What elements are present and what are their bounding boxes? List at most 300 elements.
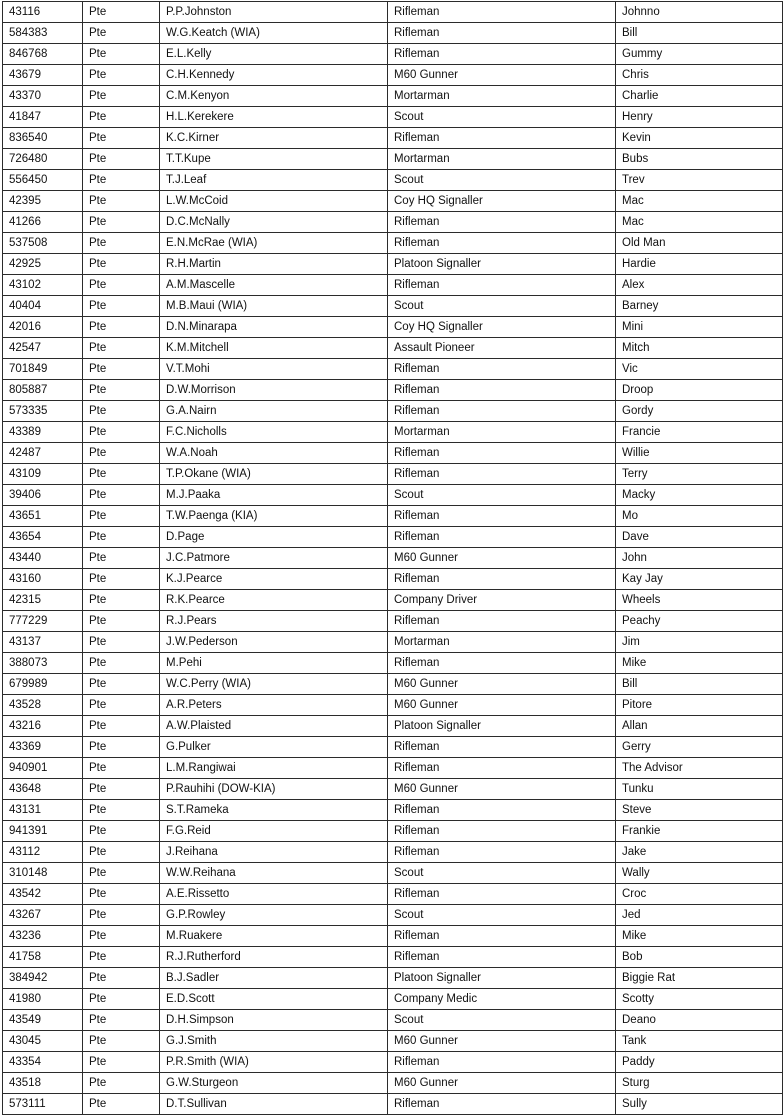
nickname-cell: Droop xyxy=(616,380,783,401)
table-row xyxy=(3,23,783,44)
role-cell: Coy HQ Signaller xyxy=(388,191,616,212)
table-row xyxy=(3,884,783,905)
nickname-cell: Steve xyxy=(616,800,783,821)
name-cell: D.H.Simpson xyxy=(160,1010,388,1031)
role-cell: Mortarman xyxy=(388,149,616,170)
nickname-cell: Mac xyxy=(616,212,783,233)
role-cell: Platoon Signaller xyxy=(388,716,616,737)
rank-cell: Pte xyxy=(83,86,160,107)
role-cell: Platoon Signaller xyxy=(388,968,616,989)
rank-cell: Pte xyxy=(83,947,160,968)
nickname-cell: Croc xyxy=(616,884,783,905)
role-cell: Scout xyxy=(388,905,616,926)
name-cell: S.T.Rameka xyxy=(160,800,388,821)
service-number-cell: 42487 xyxy=(3,443,83,464)
rank-cell: Pte xyxy=(83,338,160,359)
table-row xyxy=(3,947,783,968)
nickname-cell: Deano xyxy=(616,1010,783,1031)
table-row xyxy=(3,905,783,926)
rank-cell: Pte xyxy=(83,905,160,926)
nickname-cell: Terry xyxy=(616,464,783,485)
nickname-cell: Sturg xyxy=(616,1073,783,1094)
table-row xyxy=(3,737,783,758)
rank-cell: Pte xyxy=(83,485,160,506)
nickname-cell: Scotty xyxy=(616,989,783,1010)
role-cell: Rifleman xyxy=(388,758,616,779)
nickname-cell: Kevin xyxy=(616,128,783,149)
nickname-cell: Paddy xyxy=(616,1052,783,1073)
nickname-cell: Dave xyxy=(616,527,783,548)
name-cell: G.A.Nairn xyxy=(160,401,388,422)
rank-cell: Pte xyxy=(83,1031,160,1052)
role-cell: M60 Gunner xyxy=(388,779,616,800)
table-row xyxy=(3,1052,783,1073)
table-row xyxy=(3,254,783,275)
rank-cell: Pte xyxy=(83,401,160,422)
nickname-cell: Bill xyxy=(616,674,783,695)
role-cell: Rifleman xyxy=(388,380,616,401)
rank-cell: Pte xyxy=(83,422,160,443)
role-cell: M60 Gunner xyxy=(388,1073,616,1094)
name-cell: R.J.Pears xyxy=(160,611,388,632)
table-row xyxy=(3,716,783,737)
role-cell: Company Medic xyxy=(388,989,616,1010)
name-cell: R.K.Pearce xyxy=(160,590,388,611)
table-row xyxy=(3,1010,783,1031)
role-cell: Rifleman xyxy=(388,443,616,464)
service-number-cell: 42925 xyxy=(3,254,83,275)
table-row xyxy=(3,1031,783,1052)
table-row xyxy=(3,107,783,128)
nickname-cell: Johnno xyxy=(616,2,783,23)
nickname-cell: Bill xyxy=(616,23,783,44)
nickname-cell: Jake xyxy=(616,842,783,863)
service-number-cell: 39406 xyxy=(3,485,83,506)
nickname-cell: Henry xyxy=(616,107,783,128)
rank-cell: Pte xyxy=(83,380,160,401)
nickname-cell: Allan xyxy=(616,716,783,737)
table-row xyxy=(3,191,783,212)
service-number-cell: 43112 xyxy=(3,842,83,863)
rank-cell: Pte xyxy=(83,212,160,233)
table-row xyxy=(3,170,783,191)
service-number-cell: 43679 xyxy=(3,65,83,86)
name-cell: C.M.Kenyon xyxy=(160,86,388,107)
nickname-cell: Peachy xyxy=(616,611,783,632)
service-number-cell: 556450 xyxy=(3,170,83,191)
role-cell: Rifleman xyxy=(388,212,616,233)
role-cell: Rifleman xyxy=(388,527,616,548)
nickname-cell: Pitore xyxy=(616,695,783,716)
nickname-cell: Mike xyxy=(616,926,783,947)
role-cell: Scout xyxy=(388,107,616,128)
service-number-cell: 43267 xyxy=(3,905,83,926)
service-number-cell: 573335 xyxy=(3,401,83,422)
rank-cell: Pte xyxy=(83,884,160,905)
service-number-cell: 43549 xyxy=(3,1010,83,1031)
name-cell: P.R.Smith (WIA) xyxy=(160,1052,388,1073)
service-number-cell: 940901 xyxy=(3,758,83,779)
service-number-cell: 41980 xyxy=(3,989,83,1010)
name-cell: K.C.Kirner xyxy=(160,128,388,149)
name-cell: G.Pulker xyxy=(160,737,388,758)
name-cell: D.T.Sullivan xyxy=(160,1094,388,1115)
role-cell: M60 Gunner xyxy=(388,1031,616,1052)
name-cell: D.W.Morrison xyxy=(160,380,388,401)
table-row xyxy=(3,380,783,401)
role-cell: Rifleman xyxy=(388,2,616,23)
table-row xyxy=(3,758,783,779)
nickname-cell: Willie xyxy=(616,443,783,464)
name-cell: B.J.Sadler xyxy=(160,968,388,989)
table-row xyxy=(3,674,783,695)
table-row xyxy=(3,359,783,380)
nominal-roll-table xyxy=(2,1,783,1115)
name-cell: R.J.Rutherford xyxy=(160,947,388,968)
nickname-cell: Biggie Rat xyxy=(616,968,783,989)
service-number-cell: 701849 xyxy=(3,359,83,380)
rank-cell: Pte xyxy=(83,359,160,380)
name-cell: E.N.McRae (WIA) xyxy=(160,233,388,254)
name-cell: T.W.Paenga (KIA) xyxy=(160,506,388,527)
nickname-cell: The Advisor xyxy=(616,758,783,779)
rank-cell: Pte xyxy=(83,506,160,527)
rank-cell: Pte xyxy=(83,2,160,23)
service-number-cell: 43389 xyxy=(3,422,83,443)
table-row xyxy=(3,485,783,506)
rank-cell: Pte xyxy=(83,170,160,191)
role-cell: Rifleman xyxy=(388,842,616,863)
service-number-cell: 573111 xyxy=(3,1094,83,1115)
name-cell: A.R.Peters xyxy=(160,695,388,716)
name-cell: M.B.Maui (WIA) xyxy=(160,296,388,317)
role-cell: Rifleman xyxy=(388,821,616,842)
role-cell: Assault Pioneer xyxy=(388,338,616,359)
table-row xyxy=(3,926,783,947)
nickname-cell: Francie xyxy=(616,422,783,443)
rank-cell: Pte xyxy=(83,737,160,758)
service-number-cell: 41758 xyxy=(3,947,83,968)
table-row xyxy=(3,842,783,863)
service-number-cell: 43651 xyxy=(3,506,83,527)
service-number-cell: 40404 xyxy=(3,296,83,317)
rank-cell: Pte xyxy=(83,65,160,86)
table-row xyxy=(3,800,783,821)
table-row xyxy=(3,548,783,569)
name-cell: R.H.Martin xyxy=(160,254,388,275)
name-cell: W.W.Reihana xyxy=(160,863,388,884)
service-number-cell: 43542 xyxy=(3,884,83,905)
role-cell: Rifleman xyxy=(388,800,616,821)
name-cell: W.A.Noah xyxy=(160,443,388,464)
role-cell: Rifleman xyxy=(388,926,616,947)
service-number-cell: 42315 xyxy=(3,590,83,611)
rank-cell: Pte xyxy=(83,1052,160,1073)
name-cell: W.G.Keatch (WIA) xyxy=(160,23,388,44)
name-cell: D.N.Minarapa xyxy=(160,317,388,338)
nickname-cell: Gerry xyxy=(616,737,783,758)
table-row xyxy=(3,611,783,632)
table-row xyxy=(3,1073,783,1094)
rank-cell: Pte xyxy=(83,233,160,254)
table-row xyxy=(3,968,783,989)
table-row xyxy=(3,989,783,1010)
name-cell: J.C.Patmore xyxy=(160,548,388,569)
service-number-cell: 941391 xyxy=(3,821,83,842)
table-row xyxy=(3,590,783,611)
nickname-cell: Mitch xyxy=(616,338,783,359)
role-cell: Coy HQ Signaller xyxy=(388,317,616,338)
role-cell: Scout xyxy=(388,1010,616,1031)
service-number-cell: 41847 xyxy=(3,107,83,128)
service-number-cell: 42016 xyxy=(3,317,83,338)
name-cell: H.L.Kerekere xyxy=(160,107,388,128)
service-number-cell: 384942 xyxy=(3,968,83,989)
role-cell: Rifleman xyxy=(388,44,616,65)
service-number-cell: 43131 xyxy=(3,800,83,821)
table-row xyxy=(3,821,783,842)
service-number-cell: 43370 xyxy=(3,86,83,107)
service-number-cell: 43109 xyxy=(3,464,83,485)
nickname-cell: Trev xyxy=(616,170,783,191)
name-cell: M.Ruakere xyxy=(160,926,388,947)
nickname-cell: Hardie xyxy=(616,254,783,275)
name-cell: D.C.McNally xyxy=(160,212,388,233)
nickname-cell: Mini xyxy=(616,317,783,338)
role-cell: Company Driver xyxy=(388,590,616,611)
service-number-cell: 43102 xyxy=(3,275,83,296)
rank-cell: Pte xyxy=(83,254,160,275)
rank-cell: Pte xyxy=(83,653,160,674)
service-number-cell: 43116 xyxy=(3,2,83,23)
nickname-cell: Gummy xyxy=(616,44,783,65)
rank-cell: Pte xyxy=(83,548,160,569)
rank-cell: Pte xyxy=(83,926,160,947)
table-row xyxy=(3,149,783,170)
table-row xyxy=(3,1094,783,1115)
role-cell: Rifleman xyxy=(388,884,616,905)
rank-cell: Pte xyxy=(83,443,160,464)
rank-cell: Pte xyxy=(83,1073,160,1094)
nickname-cell: Mac xyxy=(616,191,783,212)
service-number-cell: 43216 xyxy=(3,716,83,737)
rank-cell: Pte xyxy=(83,464,160,485)
service-number-cell: 679989 xyxy=(3,674,83,695)
role-cell: Rifleman xyxy=(388,653,616,674)
nickname-cell: Chris xyxy=(616,65,783,86)
table-row xyxy=(3,317,783,338)
rank-cell: Pte xyxy=(83,800,160,821)
rank-cell: Pte xyxy=(83,632,160,653)
service-number-cell: 43236 xyxy=(3,926,83,947)
service-number-cell: 805887 xyxy=(3,380,83,401)
nickname-cell: Wheels xyxy=(616,590,783,611)
name-cell: T.P.Okane (WIA) xyxy=(160,464,388,485)
service-number-cell: 43518 xyxy=(3,1073,83,1094)
name-cell: T.T.Kupe xyxy=(160,149,388,170)
table-row xyxy=(3,275,783,296)
name-cell: P.P.Johnston xyxy=(160,2,388,23)
table-row xyxy=(3,527,783,548)
role-cell: Scout xyxy=(388,170,616,191)
rank-cell: Pte xyxy=(83,1010,160,1031)
table-row xyxy=(3,65,783,86)
rank-cell: Pte xyxy=(83,527,160,548)
service-number-cell: 777229 xyxy=(3,611,83,632)
rank-cell: Pte xyxy=(83,1094,160,1115)
role-cell: Mortarman xyxy=(388,86,616,107)
rank-cell: Pte xyxy=(83,989,160,1010)
nominal-roll-body xyxy=(3,2,783,1115)
name-cell: K.J.Pearce xyxy=(160,569,388,590)
name-cell: M.J.Paaka xyxy=(160,485,388,506)
name-cell: G.W.Sturgeon xyxy=(160,1073,388,1094)
name-cell: L.M.Rangiwai xyxy=(160,758,388,779)
service-number-cell: 43354 xyxy=(3,1052,83,1073)
role-cell: Rifleman xyxy=(388,23,616,44)
role-cell: Rifleman xyxy=(388,737,616,758)
table-row xyxy=(3,128,783,149)
rank-cell: Pte xyxy=(83,611,160,632)
rank-cell: Pte xyxy=(83,590,160,611)
role-cell: Rifleman xyxy=(388,506,616,527)
name-cell: V.T.Mohi xyxy=(160,359,388,380)
table-row xyxy=(3,44,783,65)
role-cell: Rifleman xyxy=(388,569,616,590)
name-cell: G.J.Smith xyxy=(160,1031,388,1052)
nickname-cell: Frankie xyxy=(616,821,783,842)
role-cell: Rifleman xyxy=(388,359,616,380)
name-cell: T.J.Leaf xyxy=(160,170,388,191)
service-number-cell: 43440 xyxy=(3,548,83,569)
nickname-cell: Bob xyxy=(616,947,783,968)
role-cell: Rifleman xyxy=(388,1052,616,1073)
rank-cell: Pte xyxy=(83,758,160,779)
service-number-cell: 584383 xyxy=(3,23,83,44)
rank-cell: Pte xyxy=(83,296,160,317)
rank-cell: Pte xyxy=(83,317,160,338)
nickname-cell: Tunku xyxy=(616,779,783,800)
name-cell: G.P.Rowley xyxy=(160,905,388,926)
role-cell: Scout xyxy=(388,296,616,317)
service-number-cell: 43528 xyxy=(3,695,83,716)
service-number-cell: 43369 xyxy=(3,737,83,758)
role-cell: Rifleman xyxy=(388,233,616,254)
name-cell: W.C.Perry (WIA) xyxy=(160,674,388,695)
nickname-cell: Alex xyxy=(616,275,783,296)
table-row xyxy=(3,338,783,359)
service-number-cell: 846768 xyxy=(3,44,83,65)
name-cell: E.D.Scott xyxy=(160,989,388,1010)
name-cell: J.W.Pederson xyxy=(160,632,388,653)
rank-cell: Pte xyxy=(83,44,160,65)
name-cell: A.M.Mascelle xyxy=(160,275,388,296)
service-number-cell: 42547 xyxy=(3,338,83,359)
role-cell: Scout xyxy=(388,863,616,884)
name-cell: C.H.Kennedy xyxy=(160,65,388,86)
name-cell: K.M.Mitchell xyxy=(160,338,388,359)
nickname-cell: Kay Jay xyxy=(616,569,783,590)
nickname-cell: Bubs xyxy=(616,149,783,170)
table-row xyxy=(3,695,783,716)
role-cell: Rifleman xyxy=(388,275,616,296)
service-number-cell: 388073 xyxy=(3,653,83,674)
rank-cell: Pte xyxy=(83,107,160,128)
service-number-cell: 310148 xyxy=(3,863,83,884)
table-row xyxy=(3,863,783,884)
service-number-cell: 836540 xyxy=(3,128,83,149)
name-cell: F.G.Reid xyxy=(160,821,388,842)
table-row xyxy=(3,464,783,485)
table-row xyxy=(3,422,783,443)
nickname-cell: Macky xyxy=(616,485,783,506)
role-cell: Mortarman xyxy=(388,632,616,653)
service-number-cell: 43137 xyxy=(3,632,83,653)
nickname-cell: Barney xyxy=(616,296,783,317)
name-cell: A.W.Plaisted xyxy=(160,716,388,737)
nickname-cell: Sully xyxy=(616,1094,783,1115)
service-number-cell: 43045 xyxy=(3,1031,83,1052)
role-cell: M60 Gunner xyxy=(388,548,616,569)
role-cell: M60 Gunner xyxy=(388,674,616,695)
role-cell: Rifleman xyxy=(388,401,616,422)
service-number-cell: 537508 xyxy=(3,233,83,254)
role-cell: Rifleman xyxy=(388,464,616,485)
table-row xyxy=(3,653,783,674)
name-cell: F.C.Nicholls xyxy=(160,422,388,443)
table-row xyxy=(3,212,783,233)
role-cell: M60 Gunner xyxy=(388,695,616,716)
nickname-cell: Vic xyxy=(616,359,783,380)
service-number-cell: 42395 xyxy=(3,191,83,212)
table-row xyxy=(3,506,783,527)
rank-cell: Pte xyxy=(83,23,160,44)
rank-cell: Pte xyxy=(83,128,160,149)
name-cell: A.E.Rissetto xyxy=(160,884,388,905)
nickname-cell: Charlie xyxy=(616,86,783,107)
table-row xyxy=(3,296,783,317)
nickname-cell: Jed xyxy=(616,905,783,926)
service-number-cell: 726480 xyxy=(3,149,83,170)
role-cell: Rifleman xyxy=(388,611,616,632)
role-cell: Scout xyxy=(388,485,616,506)
nickname-cell: Mo xyxy=(616,506,783,527)
nickname-cell: Mike xyxy=(616,653,783,674)
role-cell: M60 Gunner xyxy=(388,65,616,86)
rank-cell: Pte xyxy=(83,674,160,695)
rank-cell: Pte xyxy=(83,842,160,863)
nickname-cell: Gordy xyxy=(616,401,783,422)
table-row xyxy=(3,86,783,107)
rank-cell: Pte xyxy=(83,716,160,737)
rank-cell: Pte xyxy=(83,821,160,842)
table-row xyxy=(3,401,783,422)
nickname-cell: Tank xyxy=(616,1031,783,1052)
table-row xyxy=(3,779,783,800)
name-cell: M.Pehi xyxy=(160,653,388,674)
service-number-cell: 43654 xyxy=(3,527,83,548)
rank-cell: Pte xyxy=(83,779,160,800)
name-cell: L.W.McCoid xyxy=(160,191,388,212)
name-cell: J.Reihana xyxy=(160,842,388,863)
nickname-cell: Old Man xyxy=(616,233,783,254)
rank-cell: Pte xyxy=(83,569,160,590)
service-number-cell: 43648 xyxy=(3,779,83,800)
table-row xyxy=(3,443,783,464)
table-row xyxy=(3,569,783,590)
role-cell: Rifleman xyxy=(388,947,616,968)
nickname-cell: Jim xyxy=(616,632,783,653)
